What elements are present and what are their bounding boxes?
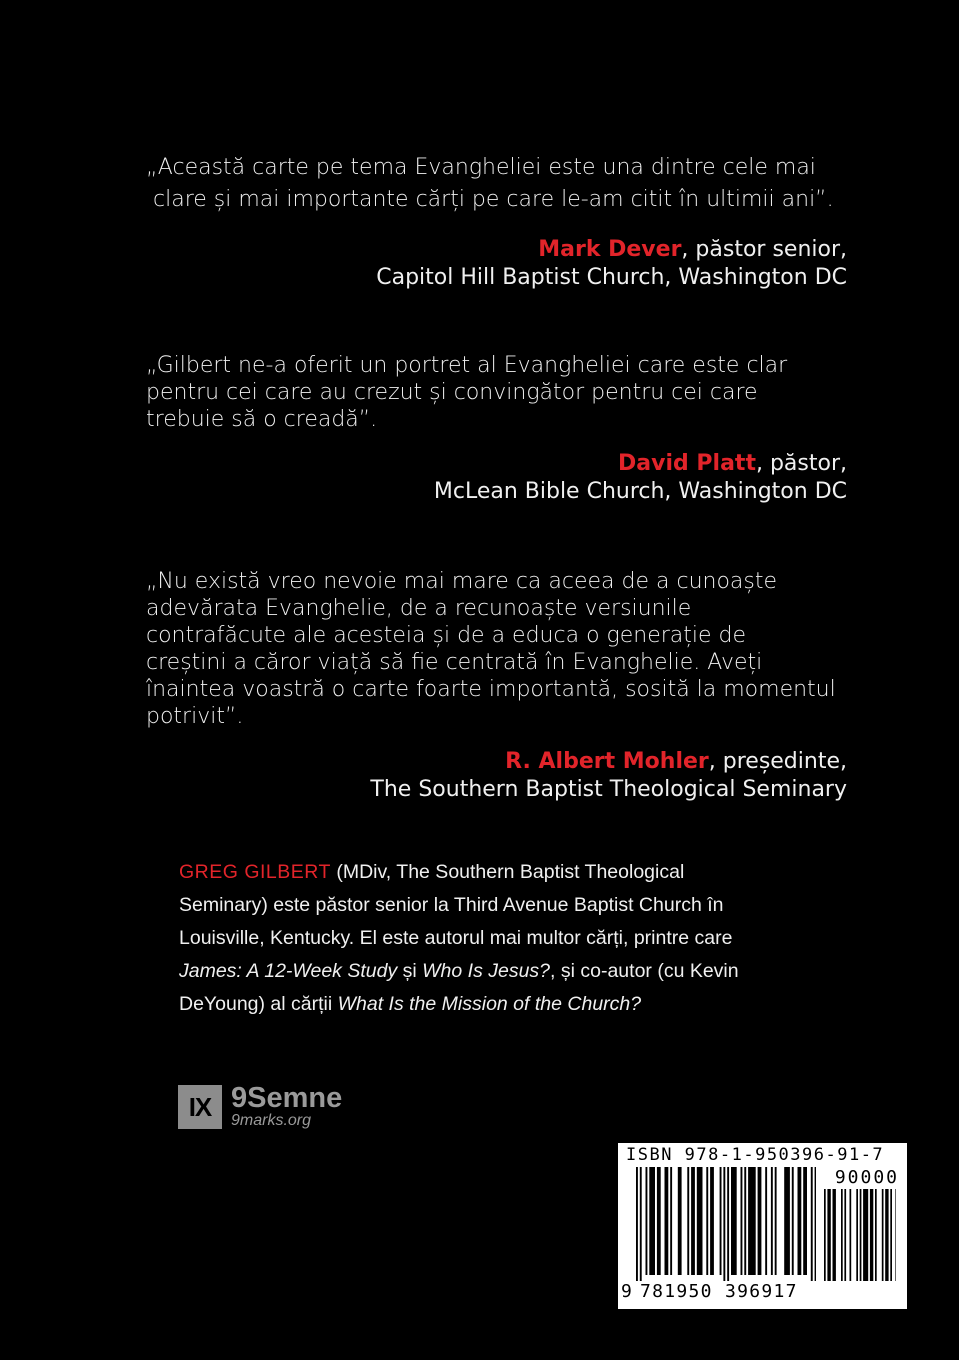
isbn-barcode: [618, 1143, 907, 1309]
bio-text: (MDiv, The Southern Baptist Theological: [330, 861, 685, 883]
barcode-bar: [827, 1189, 830, 1281]
barcode-bar: [744, 1167, 746, 1275]
barcode-bar: [691, 1167, 695, 1275]
barcode-bar: [741, 1167, 743, 1275]
barcode-bar: [824, 1189, 826, 1281]
ean-barcode-bars: [636, 1167, 816, 1281]
barcode-bar: [815, 1167, 816, 1281]
quote-line: înaintea voastră o carte foarte importantă, sosită la momentul: [146, 677, 836, 702]
price-code: 90000: [834, 1167, 899, 1188]
publisher-logo: [178, 1082, 343, 1129]
barcode-bar: [792, 1167, 794, 1275]
quote-line: creștini a căror viață să fie centrată în Evanghelie. Aveți: [146, 650, 763, 675]
addon-barcode-bars: [824, 1189, 896, 1281]
endorser-organization: Capitol Hill Baptist Church, Washington DC: [376, 265, 847, 290]
endorser-organization: The Southern Baptist Theological Seminary: [370, 777, 847, 802]
endorser-role: , păstor,: [755, 451, 847, 476]
barcode-bar: [885, 1189, 888, 1281]
barcode-bar: [895, 1189, 896, 1281]
barcode-bar: [657, 1167, 661, 1275]
endorser-role: , păstor senior,: [681, 237, 847, 262]
barcode-bar: [775, 1167, 777, 1275]
endorsement-quote-3: [146, 568, 846, 730]
barcode-bar: [850, 1189, 852, 1281]
barcode-bar: [856, 1189, 858, 1281]
bio-book-title: Who Is Jesus?: [422, 960, 551, 982]
endorsement-quote-1: [146, 152, 846, 216]
barcode-bar: [890, 1189, 892, 1281]
barcode-bar: [706, 1167, 708, 1275]
quote-line: „Nu există vreo nevoie mai mare ca aceea de a cunoaște: [146, 569, 778, 594]
barcode-bar: [841, 1189, 843, 1281]
quote-line: clare și mai importante cărți pe care le-am citit în ultimii ani”.: [153, 187, 834, 212]
barcode-bar: [833, 1189, 836, 1281]
barcode-bar: [720, 1167, 722, 1275]
author-bio: [179, 856, 819, 1021]
endorser-name: David Platt: [618, 451, 756, 476]
barcode-bar: [798, 1167, 802, 1275]
bio-text: , și co-autor (cu Kevin: [550, 960, 739, 982]
ean-remaining-digits: 781950 396917: [640, 1281, 798, 1302]
publisher-url: 9marks.org: [231, 1112, 312, 1129]
barcode-bar: [803, 1167, 807, 1275]
barcode-bar: [771, 1167, 773, 1275]
barcode-bar: [697, 1167, 703, 1275]
barcode-bar: [727, 1167, 729, 1281]
barcode-bar: [860, 1189, 862, 1281]
bio-book-title: James: A 12-Week Study: [179, 960, 398, 982]
barcode-bar: [646, 1167, 648, 1275]
endorsement-attribution-1: [376, 236, 847, 292]
publisher-wordmark: [231, 1082, 342, 1128]
quote-line: „Această carte pe tema Evangheliei este una dintre cele mai: [146, 155, 816, 180]
bio-text: Seminary) este păstor senior la Third Avenue Baptist Church în: [179, 894, 724, 916]
quote-line: contrafăcute ale acesteia și de a educa o generație de: [146, 623, 747, 648]
bio-text: Louisville, Kentucky. El este autorul mai multor cărți, printre care: [179, 927, 733, 949]
barcode-bar: [765, 1167, 767, 1275]
quote-line: „Gilbert ne-a oferit un portret al Evangheliei care este clar: [146, 353, 788, 378]
quote-line: adevărata Evanghelie, de a recunoaște versiunile: [146, 596, 692, 621]
barcode-bar: [687, 1167, 689, 1275]
barcode-bar: [649, 1167, 655, 1275]
barcode-bar: [875, 1189, 877, 1281]
barcode-bar: [731, 1167, 737, 1275]
publisher-logo-mark: IX: [178, 1085, 222, 1129]
barcode-bar: [784, 1167, 790, 1275]
bio-text: DeYoung) al cărții: [179, 993, 338, 1015]
endorsement-attribution-3: [370, 748, 847, 804]
barcode-bar: [670, 1167, 672, 1275]
endorser-role: , președinte,: [708, 749, 847, 774]
bio-author-name: GREG GILBERT: [179, 861, 331, 883]
barcode-bar: [678, 1167, 682, 1275]
isbn-text: ISBN 978-1-950396-91-7: [626, 1145, 885, 1165]
barcode-bar: [863, 1189, 868, 1281]
quote-line: pentru cei care au crezut și convingător pentru cei care: [146, 380, 758, 405]
barcode-bar: [636, 1167, 638, 1281]
endorsement-attribution-2: [434, 450, 847, 506]
quote-line: potrivit”.: [146, 704, 244, 729]
barcode-bar: [748, 1167, 756, 1275]
ean-first-digit: 9: [621, 1281, 634, 1302]
endorsement-quote-2: [146, 352, 846, 433]
publisher-name: 9Semne: [231, 1082, 343, 1114]
quote-line: trebuie să o creadă”.: [146, 407, 378, 432]
barcode-bar: [640, 1167, 642, 1281]
barcode-bar: [710, 1167, 714, 1275]
endorser-name: R. Albert Mohler: [505, 749, 709, 774]
endorser-organization: McLean Bible Church, Washington DC: [433, 479, 847, 504]
bio-book-title: What Is the Mission of the Church?: [337, 993, 642, 1015]
bio-text: și: [397, 960, 423, 982]
barcode-bar: [811, 1167, 813, 1281]
barcode-bar: [758, 1167, 762, 1275]
barcode-bar: [870, 1189, 873, 1281]
barcode-bar: [665, 1167, 669, 1275]
endorser-name: Mark Dever: [538, 237, 682, 262]
barcode-bar: [844, 1189, 846, 1281]
barcode-bar: [723, 1167, 725, 1281]
barcode-bar: [882, 1189, 884, 1281]
